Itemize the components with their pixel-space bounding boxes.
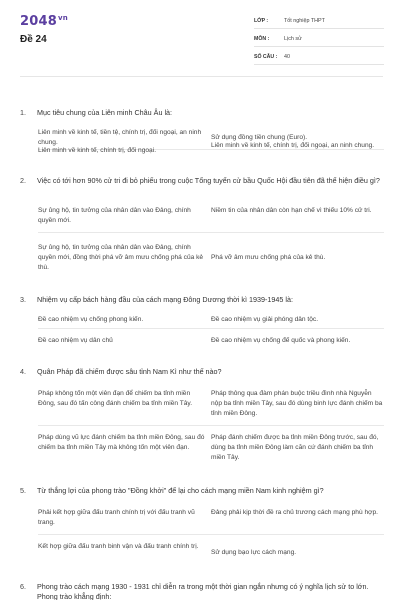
- meta-value: 40: [284, 54, 290, 60]
- option-b[interactable]: Sử dụng đồng tiền chung (Euro).: [211, 134, 308, 141]
- meta-count: [254, 50, 384, 65]
- question-number: 5.: [20, 486, 26, 495]
- option-b[interactable]: Đảng phải kịp thời đề ra chủ trương cách mạng phù hợp.: [211, 509, 378, 516]
- question-number: 6.: [20, 582, 26, 591]
- question-number: 1.: [20, 108, 26, 117]
- option-d[interactable]: Sử dụng bạo lực cách mạng.: [211, 549, 297, 556]
- option-divider: [38, 232, 384, 233]
- question-text: Mục tiêu chung của Liên minh Châu Âu là:: [37, 108, 173, 117]
- option-a[interactable]: Liên minh về kinh tế, tiền tệ, chính trị, đối ngoại, an ninh chung.: [38, 129, 202, 146]
- option-d[interactable]: Phá vỡ âm mưu chống phá của kẻ thù.: [211, 254, 326, 261]
- option-a[interactable]: Pháp không tốn một viên đạn để chiếm ba tỉnh miền Đông, sau đó tấn công đánh chiếm ba tỉnh miền Tây.: [38, 390, 193, 407]
- option-a[interactable]: Sự ủng hộ, tin tưởng của nhân dân vào Đảng, chính quyền mới.: [38, 207, 191, 224]
- option-c[interactable]: Sự ủng hộ, tin tưởng của nhân dân vào Đảng, chính quyền mới, đồng thời phá vỡ âm mưu chống phá của kẻ thù.: [38, 244, 204, 271]
- question-text: Phong trào cách mạng 1930 - 1931 chỉ diễn ra trong một thời gian ngắn nhưng có ý nghĩa lịch sử to lớn. Phong trào khẳng định:: [37, 582, 369, 600]
- option-c[interactable]: Kết hợp giữa đấu tranh binh vận và đấu tranh chính trị.: [38, 543, 199, 550]
- meta-value: Tốt nghiệp THPT: [284, 18, 325, 24]
- exam-title: Đề 24: [20, 34, 47, 45]
- meta-class: [254, 14, 384, 29]
- option-divider: [38, 328, 384, 329]
- option-c[interactable]: Đề cao nhiệm vụ dân chủ: [38, 337, 113, 344]
- option-b[interactable]: Đề cao nhiệm vụ giải phóng dân tộc.: [211, 316, 319, 323]
- option-d[interactable]: Liên minh về kinh tế, chính trị, đối ngoại, an ninh chung.: [211, 142, 375, 149]
- option-d[interactable]: Đề cao nhiệm vụ chống đế quốc và phong kiến.: [211, 337, 351, 344]
- option-b[interactable]: Niềm tin của nhân dân còn hạn chế vì thiếu 10% cử tri.: [211, 207, 372, 214]
- meta-value: Lịch sử: [284, 36, 302, 42]
- question-number: 2.: [20, 176, 26, 185]
- question-number: 3.: [20, 295, 26, 304]
- option-d[interactable]: Pháp đánh chiếm được ba tỉnh miền Đông trước, sau đó, dùng ba tỉnh miền Đông làm căn cứ đánh chiếm ba tỉnh miền Tây.: [211, 434, 379, 461]
- option-a[interactable]: Đề cao nhiệm vụ chống phong kiến.: [38, 316, 144, 323]
- meta-label: SỐ CÂU :: [254, 54, 278, 60]
- question-text: Từ thắng lợi của phong trào "Đồng khởi" để lại cho cách mạng miền Nam kinh nghiệm gì?: [37, 486, 324, 495]
- meta-subject: [254, 32, 384, 47]
- option-c[interactable]: Pháp dùng vũ lực đánh chiếm ba tỉnh miền Đông, sau đó chiếm ba tỉnh miền Tây mà không tốn một viên đạn.: [38, 434, 205, 451]
- exam-meta: [254, 14, 384, 68]
- logo[interactable]: [20, 14, 68, 29]
- option-a[interactable]: Phải kết hợp giữa đấu tranh chính trị với đấu tranh vũ trang.: [38, 509, 195, 526]
- header-divider: [20, 76, 383, 77]
- question-text: Việc có tới hơn 90% cử tri đi bỏ phiếu trong cuộc Tổng tuyển cử bầu Quốc Hội đầu tiên đã thể hiện điều gì?: [37, 176, 380, 185]
- question-number: 4.: [20, 367, 26, 376]
- logo-text: 2048: [20, 14, 57, 29]
- option-b[interactable]: Pháp thông qua đàm phán buộc triều đình nhà Nguyễn nộp ba tỉnh miền Tây, sau đó dùng binh lực đánh chiếm ba tỉnh miền Đông.: [211, 390, 383, 417]
- option-c[interactable]: Liên minh về kinh tế, chính trị, đối ngoại.: [38, 147, 157, 154]
- meta-label: LỚP :: [254, 18, 269, 24]
- meta-label: MÔN :: [254, 36, 270, 42]
- exam-header: [0, 0, 400, 78]
- question-text: Nhiệm vụ cấp bách hàng đầu của cách mạng Đông Dương thời kì 1939-1945 là:: [37, 295, 293, 304]
- logo-suffix: vn: [57, 14, 68, 22]
- question-text: Quân Pháp đã chiếm được sâu tỉnh Nam Kì như thế nào?: [37, 367, 222, 376]
- option-divider: [38, 425, 384, 426]
- option-divider: [38, 534, 384, 535]
